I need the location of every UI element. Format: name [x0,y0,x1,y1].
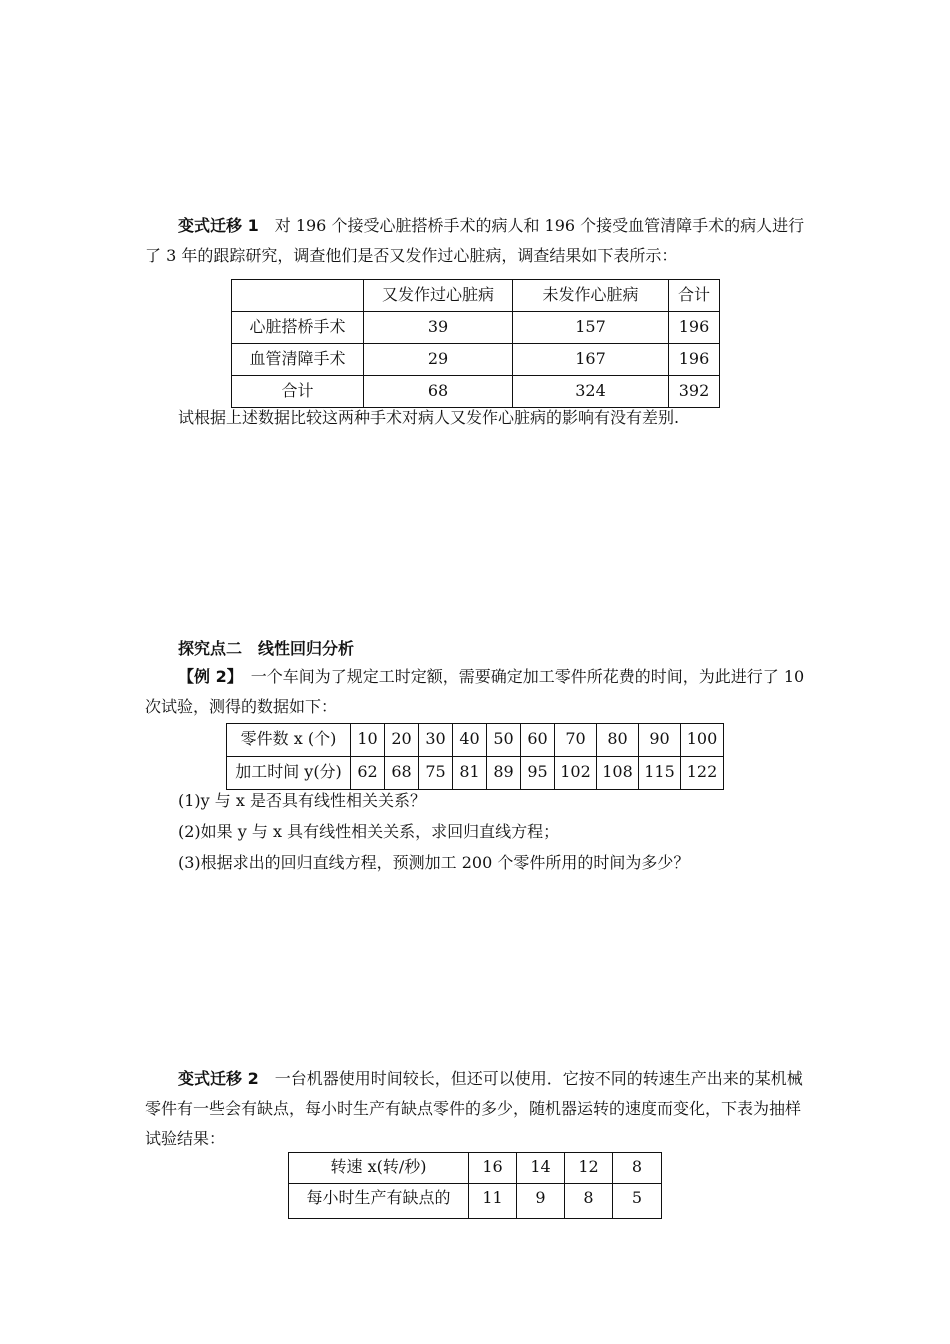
table-cell: 95 [521,757,555,790]
table-cell: 81 [453,757,487,790]
table-cell: 11 [469,1184,517,1219]
table-row [232,344,720,376]
table-cell: 16 [469,1153,517,1184]
table-cell: 115 [639,757,681,790]
table-cell: 5 [613,1184,662,1219]
question-1: (1)y 与 x 是否具有线性相关关系？ [178,791,426,810]
table-cell: 39 [364,312,513,344]
speed-defects-table [288,1152,662,1219]
table-row [227,724,724,757]
table-cell: 102 [555,757,597,790]
table-cell: 89 [487,757,521,790]
table-cell: 62 [351,757,385,790]
table-row [232,280,720,312]
table-cell: 68 [385,757,419,790]
variant-1-question: 试根据上述数据比较这两种手术对病人又发作心脏病的影响有没有差别. [178,408,680,427]
example-2-text: 一个车间为了规定工时定额，需要确定加工零件所花费的时间，为此进行了 10 次试验，测得的数据如下： [145,667,805,716]
table-row [289,1184,662,1219]
table-row [289,1153,662,1184]
table-cell: 196 [669,312,720,344]
table-header-cell: 未发作心脏病 [513,280,669,312]
table-cell: 12 [565,1153,613,1184]
table-cell: 10 [351,724,385,757]
table-header-cell [232,280,364,312]
example-2-label: 【例 2】 [178,667,235,686]
table-cell: 心脏搭桥手术 [232,312,364,344]
table-cell: 392 [669,376,720,408]
table-cell: 9 [517,1184,565,1219]
table-cell: 40 [453,724,487,757]
table-cell: 68 [364,376,513,408]
parts-time-table [226,723,724,790]
table-row [227,757,724,790]
table-cell: 157 [513,312,669,344]
variant-2-paragraph [145,1064,809,1154]
surgery-table [231,279,720,408]
table-cell: 20 [385,724,419,757]
table-cell: 8 [565,1184,613,1219]
question-3: (3)根据求出的回归直线方程，预测加工 200 个零件所用的时间为多少？ [178,853,690,872]
section-heading: 探究点二 线性回归分析 [178,639,355,658]
table-row [232,376,720,408]
table-cell: 14 [517,1153,565,1184]
table-cell: 90 [639,724,681,757]
variant-1-text: 对 196 个接受心脏搭桥手术的病人和 196 个接受血管清障手术的病人进行了 3 年的跟踪研究，调查他们是否又发作过心脏病，调查结果如下表所示： [145,216,805,265]
table-cell: 8 [613,1153,662,1184]
example-2-paragraph [145,662,809,722]
table-cell: 70 [555,724,597,757]
table-cell: 30 [419,724,453,757]
table-cell: 60 [521,724,555,757]
table-cell: 324 [513,376,669,408]
table-cell: 50 [487,724,521,757]
table-cell: 196 [669,344,720,376]
table-cell: 每小时生产有缺点的 [289,1184,469,1219]
table-cell: 合计 [232,376,364,408]
question-2: (2)如果 y 与 x 具有线性相关关系，求回归直线方程； [178,822,560,841]
table-cell: 转速 x(转/秒) [289,1153,469,1184]
table-cell: 零件数 x (个) [227,724,351,757]
table-cell: 29 [364,344,513,376]
table-cell: 血管清障手术 [232,344,364,376]
table-row [232,312,720,344]
table-header-cell: 合计 [669,280,720,312]
variant-2-label: 变式迁移 2 [178,1069,259,1088]
table-cell: 108 [597,757,639,790]
table-cell: 167 [513,344,669,376]
table-cell: 80 [597,724,639,757]
table-cell: 加工时间 y(分) [227,757,351,790]
variant-2-text: 一台机器使用时间较长，但还可以使用．它按不同的转速生产出来的某机械零件有一些会有缺点，每小时生产有缺点零件的多少，随机器运转的速度而变化，下表为抽样试验结果： [145,1069,803,1148]
table-header-cell: 又发作过心脏病 [364,280,513,312]
variant-1-label: 变式迁移 1 [178,216,259,235]
table-cell: 100 [681,724,724,757]
table-cell: 122 [681,757,724,790]
table-cell: 75 [419,757,453,790]
variant-1-paragraph [145,211,809,271]
